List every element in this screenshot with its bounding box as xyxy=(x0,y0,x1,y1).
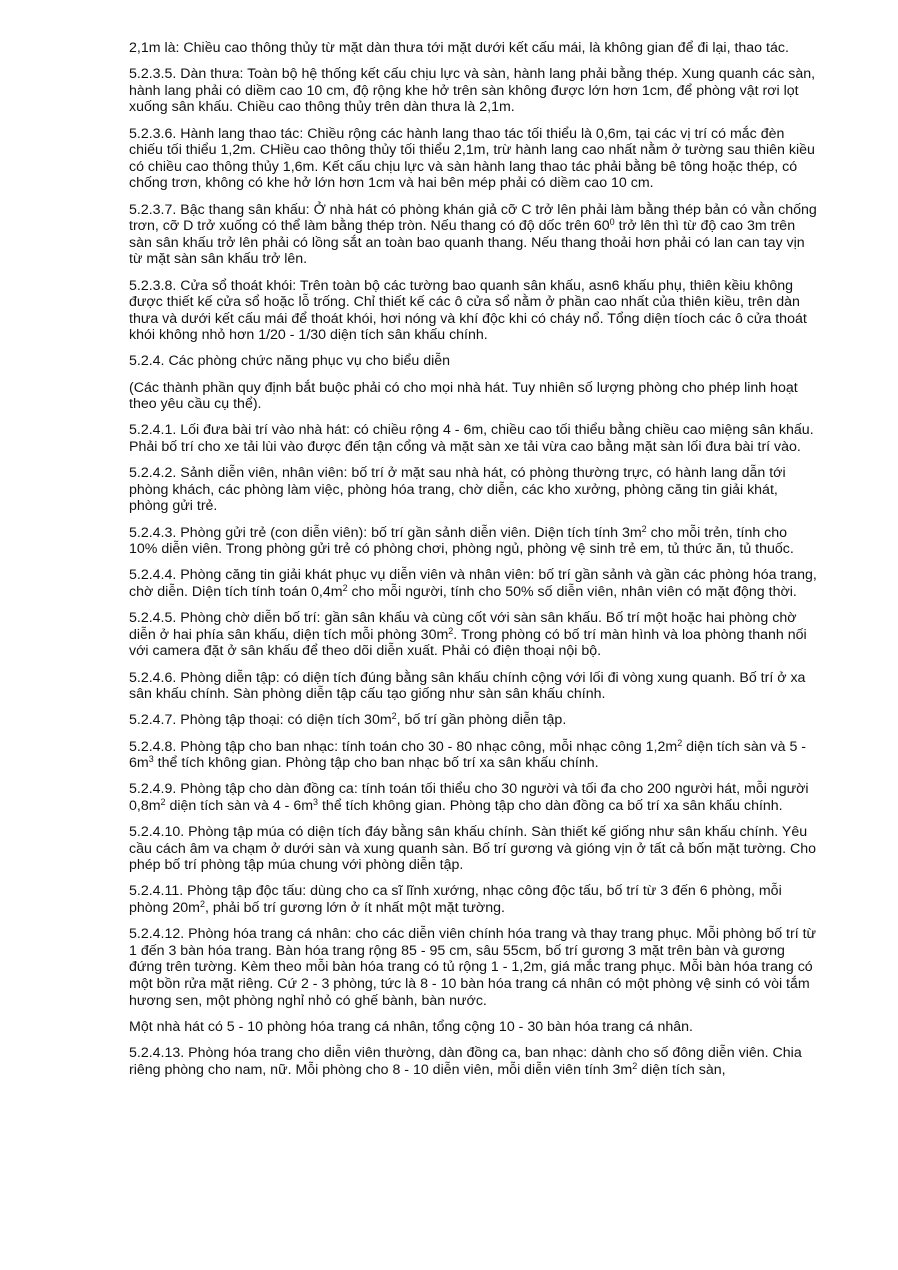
superscript: 2 xyxy=(200,899,206,910)
text-run: trở lên thì từ độ cao 3m trên sàn sân khấu trở lên phải có lồng sắt an toàn bao quanh thang. Nếu thang thoải hơn phải có lan can tay vịn từ mặt sàn sân khấu trở lên. xyxy=(129,218,805,268)
text-run: 5.2.4.11. Phòng tập độc tấu: dùng cho ca sĩ lĩnh xướng, nhạc công độc tấu, bố trí từ 3 đến 6 phòng, mỗi phòng 20m xyxy=(129,883,782,917)
text-run: , phải bố trí gương lớn ở ít nhất một mặt tường. xyxy=(205,900,505,917)
text-run: thể tích không gian. Phòng tập cho ban nhạc bố trí xa sân khấu chính. xyxy=(153,755,599,772)
paragraph xyxy=(129,1019,817,1036)
paragraph xyxy=(129,883,817,916)
superscript: 3 xyxy=(313,796,319,807)
text-run: 5.2.4.12. Phòng hóa trang cá nhân: cho các diễn viên chính hóa trang và thay trang phục. Mỗi phòng bố trí từ 1 đến 3 bàn hóa trang. Bàn hóa trang rộng 85 - 95 cm, sâu 55cm, bố trí gương 3 mặt trên bàn và gương đứng trên tường. Kèm theo mỗi bàn hóa trang có tủ rộng 1 - 1,2m, giá mắc trang phục. Mỗi bàn hóa trang có một bồn rửa mặt riêng. Cứ 2 - 3 phòng, tức là 8 - 10 bàn hóa trang cá nhân có một phòng vệ sinh có vòi tắm hương sen, một phòng nghỉ nhỏ có ghế bành, bàn nước. xyxy=(129,926,817,1009)
text-run: 5.2.4.9. Phòng tập cho dàn đồng ca: tính toán tối thiểu cho 30 người và tối đa cho 200 người hát, mỗi người 0,8m xyxy=(129,781,809,814)
text-run: 5.2.3.8. Cửa sổ thoát khói: Trên toàn bộ các tường bao quanh sân khấu, asn6 khấu phụ, thiên kềiu không được thiết kế cửa sổ hoặc lỗ trống. Chỉ thiết kế các ô cửa sổ nằm ở phần cao nhất của thiên kiều, trên dàn thưa và dưới kết cấu mái để thoát khói, hơi nóng và khí độc khi có cháy nổ. Tổng diện tíoch các ô cửa thoát khói không nhỏ hơn 1/20 - 1/30 diện tích sân khấu chính. xyxy=(129,277,807,344)
paragraph xyxy=(129,739,817,772)
paragraph xyxy=(129,824,817,874)
superscript: 0 xyxy=(609,217,615,228)
text-run: thể tích không gian. Phòng tập cho dàn đồng ca bố trí xa sân khấu chính. xyxy=(318,797,783,814)
text-run: 5.2.4.2. Sảnh diễn viên, nhân viên: bố trí ở mặt sau nhà hát, có phòng thường trực, có hành lang dẫn tới phòng khách, các phòng làm việc, phòng hóa trang, chờ diễn, các kho xưởng, phòng căng tin giải khát, phòng gửi trẻ. xyxy=(129,465,786,515)
superscript: 2 xyxy=(641,523,647,534)
paragraph xyxy=(129,1045,817,1078)
text-run: 5.2.3.7. Bậc thang sân khấu: Ở nhà hát có phòng khán giả cỡ C trở lên phải làm bằng thép bản có vằn chống trơn, cỡ D trở xuống có thể làm bằng thép tròn. Nếu thang có độ dốc trên 60 xyxy=(129,201,817,235)
text-run: 5.2.4.1. Lối đưa bài trí vào nhà hát: có chiều rộng 4 - 6m, chiều cao tối thiểu bằng chiều cao miệng sân khấu. Phải bố trí cho xe tải lùi vào được đến tận cổng và mặt sàn xe tải vừa cao bằng mặt sàn lối đưa bài trí vào. xyxy=(129,422,814,456)
text-run: 2,1m là: Chiều cao thông thủy từ mặt dàn thưa tới mặt dưới kết cấu mái, là không gian để đi lại, thao tác. xyxy=(129,40,789,56)
text-run: 5.2.4.6. Phòng diễn tập: có diện tích đúng bằng sân khấu chính cộng với lối đi vòng xung quanh. Bố trí ở xa sân khấu chính. Sàn phòng diễn tập cấu tạo giống như sàn sân khấu chính. xyxy=(129,669,806,703)
paragraph xyxy=(129,610,817,660)
paragraph xyxy=(129,278,817,344)
paragraph xyxy=(129,525,817,558)
text-run: (Các thành phần quy định bắt buộc phải có cho mọi nhà hát. Tuy nhiên số lượng phòng cho phép linh hoạt theo yêu cầu cụ thể). xyxy=(129,379,798,413)
superscript: 2 xyxy=(632,1060,638,1071)
document-page xyxy=(129,40,817,1088)
paragraph xyxy=(129,40,817,57)
text-run: cho mỗi người, tính cho 50% số diễn viên, nhân viên có mặt động thời. xyxy=(347,583,797,600)
text-run: 5.2.4.8. Phòng tập cho ban nhạc: tính toán cho 30 - 80 nhạc công, mỗi nhạc công 1,2m xyxy=(129,738,678,755)
text-run: cho mỗi trẻn, tính cho 10% diễn viên. Trong phòng gửi trẻ có phòng chơi, phòng ngủ, phòng vệ sinh trẻ em, tủ thức ăn, tủ thuốc. xyxy=(129,524,794,558)
paragraph xyxy=(129,353,817,370)
text-run: diện tích sàn và 5 - 6m xyxy=(129,738,807,772)
paragraph xyxy=(129,380,817,413)
text-run: , bố trí gần phòng diễn tập. xyxy=(396,712,567,729)
text-run: 5.2.4. Các phòng chức năng phục vụ cho biểu diễn xyxy=(129,353,451,370)
text-run: 5.2.4.7. Phòng tập thoại: có diện tích 30m xyxy=(129,712,392,729)
paragraph xyxy=(129,465,817,515)
text-run: diện tích sàn và 4 - 6m xyxy=(165,797,314,814)
text-run: diện tích sàn, xyxy=(637,1061,726,1078)
text-run: 5.2.3.6. Hành lang thao tác: Chiều rộng các hành lang thao tác tối thiểu là 0,6m, tại các vị trí có mắc đèn chiếu tối thiểu 1,2m. CHiều cao thông thủy tối thiểu 2,1m, trừ hành lang cao nhất nằm ở tường sau thiên kiều có chiều cao thông thủy 1,6m. Kết cấu chịu lực và sàn hành lang thao tác phải bằng bê tông hoặc thép, có chống trơn, không có khe hở lớn hơn 1cm và hai bên mép phải có diềm cao 10 cm. xyxy=(129,125,815,192)
superscript: 2 xyxy=(391,711,397,722)
paragraph xyxy=(129,567,817,600)
paragraph xyxy=(129,422,817,455)
superscript: 2 xyxy=(160,796,166,807)
text-run: Một nhà hát có 5 - 10 phòng hóa trang cá nhân, tổng cộng 10 - 30 bàn hóa trang cá nhân. xyxy=(129,1018,693,1035)
paragraph xyxy=(129,926,817,1009)
paragraph xyxy=(129,712,817,729)
text-run: 5.2.4.3. Phòng gửi trẻ (con diễn viên): bố trí gần sảnh diễn viên. Diện tích tính 3m xyxy=(129,524,642,541)
text-run: 5.2.4.5. Phòng chờ diễn bố trí: gần sân khấu và cùng cốt với sàn sân khấu. Bố trí một hoặc hai phòng chờ diễn ở hai phía sân khấu, diện tích mỗi phòng 30m xyxy=(129,610,797,643)
text-run: 5.2.3.5. Dàn thưa: Toàn bộ hệ thống kết cấu chịu lực và sàn, hành lang phải bằng thép. Xung quanh các sàn, hành lang phải có diềm cao 10 cm, độ rộng khe hở trên sàn không được lớn hơn 1cm, để phòng vật rơi lọt xuống sân khấu. Chiều cao thông thủy trên dàn thưa là 2,1m. xyxy=(129,66,816,116)
paragraph xyxy=(129,670,817,703)
text-run: 5.2.4.13. Phòng hóa trang cho diễn viên thường, dàn đồng ca, ban nhạc: dành cho số đông diễn viên. Chia riêng phòng cho nam, nữ. Mỗi phòng cho 8 - 10 diễn viên, mỗi diễn viên tính 3m xyxy=(129,1044,802,1078)
superscript: 2 xyxy=(677,737,683,748)
paragraph xyxy=(129,781,817,814)
text-run: . Trong phòng có bố trí màn hình và loa phòng thanh nối với camera đặt ở sân khấu để theo dõi diễn xuất. Phải có điện thoại nội bộ. xyxy=(129,626,807,660)
paragraph xyxy=(129,202,817,268)
paragraph xyxy=(129,66,817,116)
text-run: 5.2.4.10. Phòng tập múa có diện tích đáy bằng sân khấu chính. Sàn thiết kế giống như sân khấu chính. Yêu cầu cách âm va chạm ở dưới sàn và xung quanh sàn. Bố trí gương và gióng vịn ở tất cả bốn mặt tường. Cho phép bố trí phòng tập múa chung với phòng diễn tập. xyxy=(129,824,817,874)
superscript: 3 xyxy=(148,754,154,765)
text-run: 5.2.4.4. Phòng căng tin giải khát phục vụ diễn viên và nhân viên: bố trí gần sảnh và gần các phòng hóa trang, chờ diễn. Diện tích tính toán 0,4m xyxy=(129,567,817,600)
superscript: 2 xyxy=(448,625,454,636)
paragraph xyxy=(129,126,817,192)
superscript: 2 xyxy=(342,582,348,593)
